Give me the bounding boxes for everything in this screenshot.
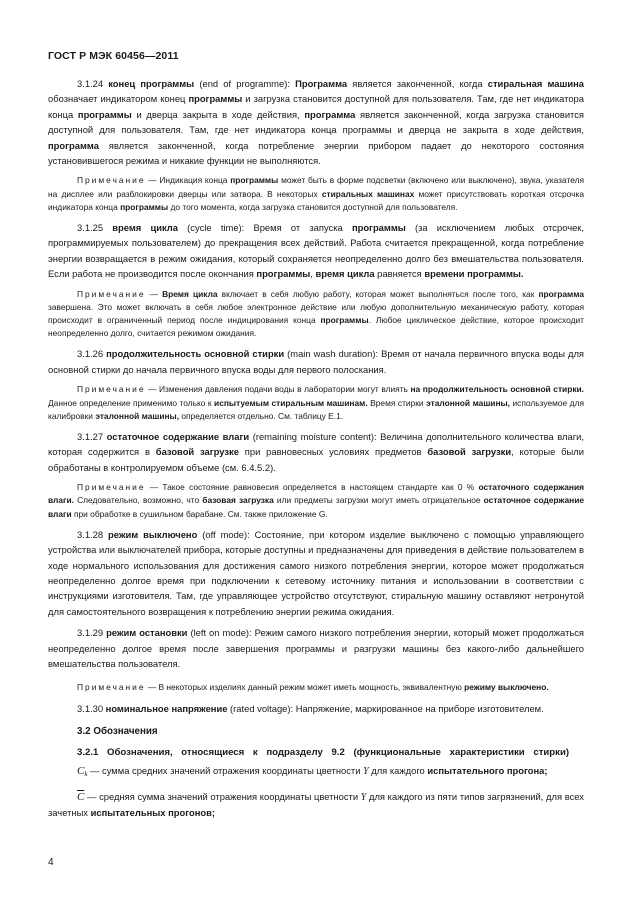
text: до того момента, когда загрузка становится доступной для пользователя. (168, 201, 458, 212)
note-3-1-29 (48, 681, 584, 694)
note-label: Примечание (77, 682, 146, 693)
text: завершена. Это может включать в себя любое электронное действие или любую дополнительную механическую работу, которая происходит в ограниченный период после индицирования конца (48, 301, 584, 326)
clause-3-1-28 (48, 527, 584, 619)
document-body (48, 76, 584, 827)
text: Время стирки (367, 397, 427, 408)
text: обозначает индикатором конец (48, 93, 189, 105)
term: конец программы (108, 78, 195, 89)
clause-number: 3.1.29 (77, 627, 107, 639)
bold-term: время цикла (315, 268, 375, 280)
note-3-1-26 (48, 383, 584, 423)
text: может присутствовать короткая отсрочка индикатора конца (48, 188, 585, 212)
clause-number: 3.1.28 (77, 528, 108, 540)
text: — (145, 288, 163, 299)
text: (left on mode): Режим самого низкого потребления энергии, который может продолжаться неопределенно долгое время после завершения программы и разгрузки машины без какого-либо дальнейшего вмешательства пользователя. (48, 627, 585, 669)
text: — В некоторых изделиях данный режим может иметь мощность, эквивалентную (145, 682, 465, 693)
bold-term: времени программы. (424, 268, 524, 280)
text: является законченной, когда загрузка становится доступной для пользователя. Там, где нет индикатора конца программы и дверца не закрыта в ходе действия, (48, 108, 585, 136)
bold-term: программы (120, 201, 169, 212)
text: (rated voltage): Напряжение, маркированное на приборе изготовителем. (227, 702, 544, 714)
clause-3-1-30 (48, 701, 584, 716)
symbol-ck (77, 765, 87, 777)
bold-term: остаточное содержание влаги (48, 495, 584, 519)
symbol-y: Y (360, 791, 367, 803)
text: используемое для калибровки (48, 397, 584, 421)
symbol-letter: C (77, 765, 85, 778)
bold-term: программы (230, 175, 279, 186)
clause-number: 3.1.25 (77, 222, 113, 234)
note-label: Примечание (77, 482, 146, 493)
term: время цикла (112, 222, 178, 234)
bold-term: программа (304, 108, 356, 120)
term: номинальное напряжение (105, 702, 228, 714)
text: — Такое состояние равновесия определяется в настоящем стандарте как 0 % (145, 482, 479, 493)
page-number: 4 (48, 857, 54, 868)
clause-3-1-24 (48, 76, 584, 168)
clause-number: 3.1.24 (77, 78, 109, 89)
text: при равновесных условиях предметов (238, 446, 428, 458)
bold-term: программы (77, 108, 132, 120)
section-heading-3-2: 3.2 Обозначения (77, 726, 158, 737)
bold-term: программа (538, 288, 584, 299)
text: , (310, 268, 316, 280)
bold-term: на продолжительность основной стирки. (410, 384, 584, 395)
bold-term: испытуемым стиральным машинам. (214, 397, 368, 408)
text: (end of programme): (194, 78, 296, 89)
clause-number: 3.1.30 (77, 702, 106, 714)
bold-term: базовой загрузки (427, 446, 512, 458)
text: определяется отдельно. См. таблицу Е.1. (179, 410, 344, 421)
symbol-y: Y (363, 766, 369, 778)
note-label: Примечание (77, 384, 146, 395)
bold-term: эталонной машины, (426, 397, 510, 408)
bold-term: Время цикла (162, 288, 218, 299)
bold-term: режиму выключено. (464, 682, 549, 693)
note-3-1-27 (48, 481, 584, 521)
text: . Любое циклическое действие, которое происходит неопределенно долго, считается режимом ожидания. (48, 315, 585, 339)
text: (off mode): Состояние, при котором изделие выключено с помощью управляющего устройства или выключателей прибора, которые доступны и предназначены для приведения в действие пользователем в ходе нормального использования для достижения самого низкого потребления энергии, которое может продолжаться неопределенно долгое время при подключении к сетевому источнику питания и использовании в соответствии с инструкциями изготовителя. Там, где управляющее устройство отсутствуют, стиральную машину оставляют нетронутой для самостоятельного возвращения к потреблению энергии режима ожидания. (48, 528, 584, 617)
text: (за исключением любых отсрочек, программируемых пользователем) до прекращения всех действий. Работа считается прекращенной, когда потребление энергии возвращается в режим ожидания, который сохраняется неопределенно долго без вмешательства пользователя. Если работа не производится после окончания (48, 222, 585, 280)
clause-3-1-29 (48, 625, 584, 671)
bold-term: базовой загрузке (155, 446, 239, 458)
text: (cycle time): Время от запуска (177, 222, 352, 234)
clause-number: 3.1.26 (77, 348, 107, 360)
bold-term: программы (351, 222, 406, 234)
text: или предметы загрузки могут иметь отрицательное (273, 495, 484, 506)
bold-term: эталонной машины, (95, 410, 180, 421)
bold-term: стиральных машинах (321, 188, 415, 199)
bold-term: испытательных прогонов; (90, 807, 215, 819)
note-3-1-25 (48, 288, 584, 341)
note-label: Примечание (77, 175, 146, 186)
text: при обработке в сушильном барабане. См. также приложение G. (71, 508, 328, 519)
text: включает в себя любую работу, которая может выполняться после того, как (217, 288, 539, 299)
text: для каждого из пяти типов загрязнений, для всех зачетных (48, 790, 584, 819)
bold-term: базовая загрузка (202, 495, 274, 506)
text: — Индикация конца (145, 175, 231, 186)
subsection-heading-3-2-1: 3.2.1 Обозначения, относящиеся к подразделу 9.2 (функциональные характеристики стирки) (77, 747, 570, 758)
text: Следовательно, возможно, что (73, 495, 203, 506)
text: и дверца закрыта в ходе действия, (131, 108, 305, 120)
text: является законченной, когда потребление энергии прибором падает до некоторого состояния установившегося режима и никакие функции не выполняются. (48, 139, 584, 167)
symbol-c-bar-definition (48, 789, 584, 821)
text: Данное определение применимо только к (48, 397, 215, 408)
note-3-1-24 (48, 174, 584, 214)
text: — сумма средних значений отражения координаты цветности (87, 765, 364, 777)
note-label: Примечание (77, 288, 146, 299)
bold-term: программы (256, 268, 311, 280)
standard-header: ГОСТ Р МЭК 60456—2011 (48, 50, 179, 62)
clause-3-1-25 (48, 220, 584, 282)
text: равняется (374, 268, 425, 280)
text: — Изменения давления подачи воды в лаборатории могут влиять (145, 384, 411, 395)
bold-term: программы (320, 315, 369, 326)
term: режим выключено (108, 528, 198, 540)
clause-3-1-26 (48, 346, 584, 377)
bold-term: остаточного содержания влаги. (48, 482, 584, 506)
text: (remaining moisture content): Величина дополнительного количества влаги, которая содержится в (48, 430, 585, 458)
symbol-ck-definition (48, 763, 584, 782)
text: может быть в форме подсветки (включено или выключено), звука, указателя на дисплее или разблокировки дверцы или затвора. В некоторых (48, 175, 584, 199)
symbol-c-bar: $\overline{C}$ (77, 790, 85, 803)
term: продолжительность основной стирки (106, 348, 285, 360)
bold-term: программа (48, 139, 99, 151)
bold-term: программы (188, 93, 243, 105)
bold-term: Программа (295, 78, 348, 89)
symbol-subscript: k (84, 770, 88, 779)
bold-term: испытательного прогона; (427, 765, 548, 777)
text: и загрузка становится доступной для пользователя. Там, где нет индикатора конца (48, 93, 584, 120)
term: остаточное содержание влаги (106, 430, 250, 442)
text: (main wash duration): Время от начала первичного впуска воды для основной стирки до начала первичного впуска воды для первого полоскания. (48, 348, 584, 375)
text: для каждого (368, 765, 428, 777)
text: , которые были обработаны в контролируемом объеме (см. 6.4.5.2). (48, 446, 584, 473)
clause-number: 3.1.27 (77, 430, 107, 442)
text: является законченной, когда (347, 78, 488, 89)
term: режим остановки (106, 627, 188, 639)
bold-term: стиральная машина (487, 78, 584, 89)
clause-3-1-27 (48, 429, 584, 475)
text: — средняя сумма значений отражения координаты цветности (84, 790, 361, 802)
